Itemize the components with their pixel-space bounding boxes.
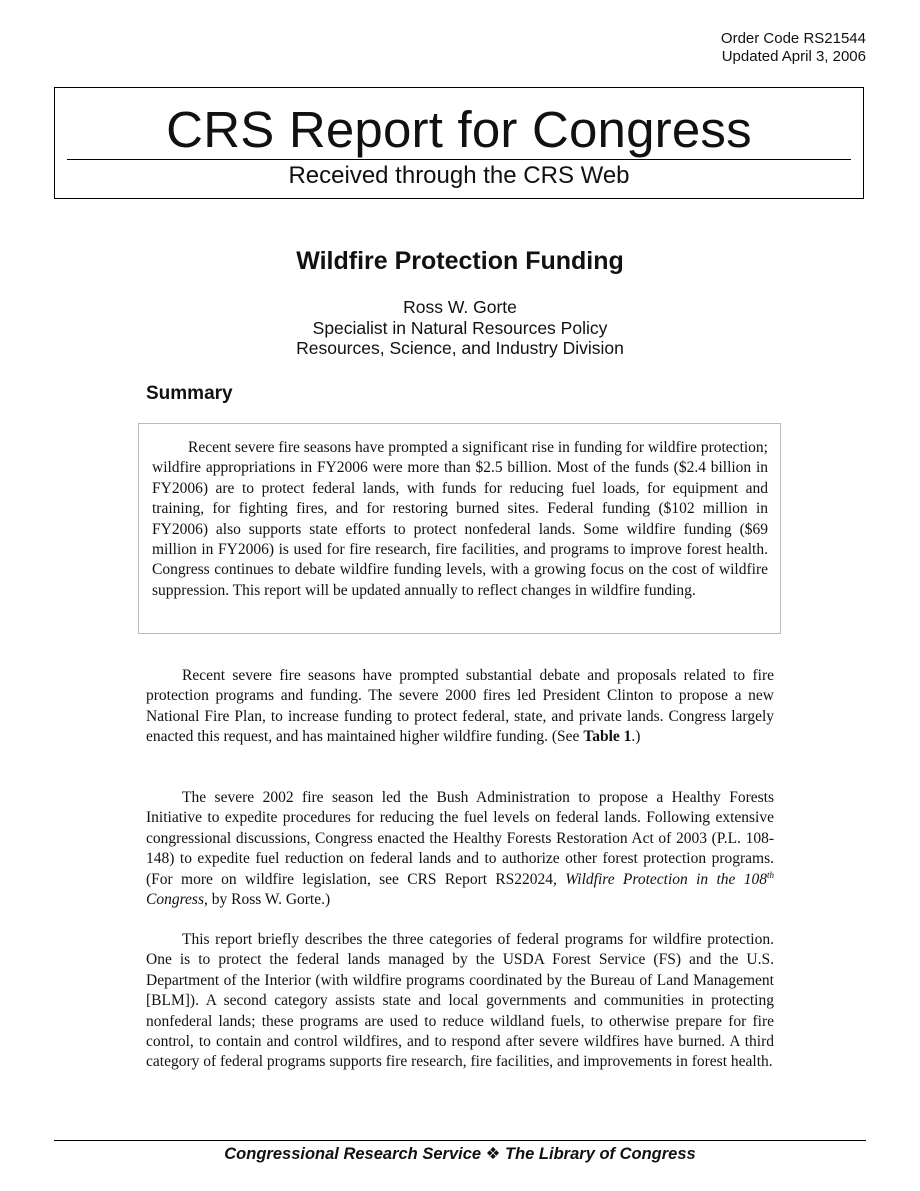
summary-box: [138, 423, 781, 634]
updated-date: Updated April 3, 2006: [721, 48, 866, 65]
table-1-reference: Table 1: [583, 728, 632, 746]
author-division: Resources, Science, and Industry Division: [296, 338, 624, 358]
cited-title-part-b: Congress: [146, 891, 204, 909]
body-paragraph-2: [146, 788, 774, 910]
body-paragraph-1-end: .): [631, 728, 641, 746]
masthead-box: [54, 87, 864, 199]
author-position: Specialist in Natural Resources Policy: [312, 317, 608, 338]
body-paragraph-1: [146, 666, 774, 748]
report-title: Wildfire Protection Funding: [296, 247, 624, 275]
body-paragraph-2-text: The severe 2002 fire season led the Bush Administration to propose a Healthy Forests Initiative to expedite procedures for reducing the fuel levels on federal lands. Following extensive congressional discussions, Congress enacted the Healthy Forests Restoration Act of 2003 (P.L. 108-148) to expedite fuel reduction on federal lands and to authorize other forest protection programs. (For more on wildfire legislation, see CRS Report RS22024,: [146, 789, 774, 888]
body-paragraph-2-end: , by Ross W. Gorte.): [204, 891, 331, 909]
masthead-subtitle: Received through the CRS Web: [288, 162, 630, 189]
author-name: Ross W. Gorte: [403, 297, 517, 317]
summary-text: Recent severe fire seasons have prompted a significant rise in funding for wildfire protection; wildfire appropriations in FY2006 were more than $2.5 billion. Most of the funds ($2.4 billion in FY2006) are to protect federal lands, with funds for reducing fuel loads, for equipment and training, for fighting fires, and for restoring burned sites. Federal funding ($102 million in FY2006) also supports state efforts to protect nonfederal lands. Some wildfire funding ($69 million in FY2006) is used for fire research, fire facilities, and programs to improve forest health. Congress continues to debate wildfire funding levels, with a growing focus on the cost of wildfire suppression. This report will be updated annually to reflect changes in wildfire funding.: [152, 439, 768, 599]
author-block: [0, 297, 920, 359]
cited-title-part-a: Wildfire Protection in the 108: [565, 870, 767, 888]
footer-text: Congressional Research Service ❖ The Library of Congress: [224, 1145, 696, 1163]
footer-rule: [54, 1140, 866, 1141]
cited-title-superscript: th: [766, 869, 774, 880]
masthead-title: CRS Report for Congress: [166, 101, 752, 158]
body-paragraph-1-text: Recent severe fire seasons have prompted substantial debate and proposals related to fire protection programs and funding. The severe 2000 fires led President Clinton to propose a new National Fire Plan, to increase funding to protect federal, state, and private lands. Congress largely enacted this request, and has maintained higher wildfire funding. (See: [146, 667, 774, 746]
summary-heading: Summary: [146, 383, 233, 404]
body-paragraph-3: This report briefly describes the three categories of federal programs for wildfire protection. One is to protect the federal lands managed by the USDA Forest Service (FS) and the U.S. Department of the Interior (with wildfire programs coordinated by the Bureau of Land Management [BLM]). A second category assists state and local governments and communities in protecting nonfederal lands; these programs are used to reduce wildland fuels, to otherwise prepare for fire control, to contain and control wildfires, and to respond after severe wildfires have burned. A third category of federal programs supports fire research, fire facilities, and improvements in forest health.: [146, 931, 774, 1071]
order-code-block: [721, 30, 866, 66]
order-code: Order Code RS21544: [720, 30, 866, 47]
masthead-rule: [67, 159, 851, 160]
